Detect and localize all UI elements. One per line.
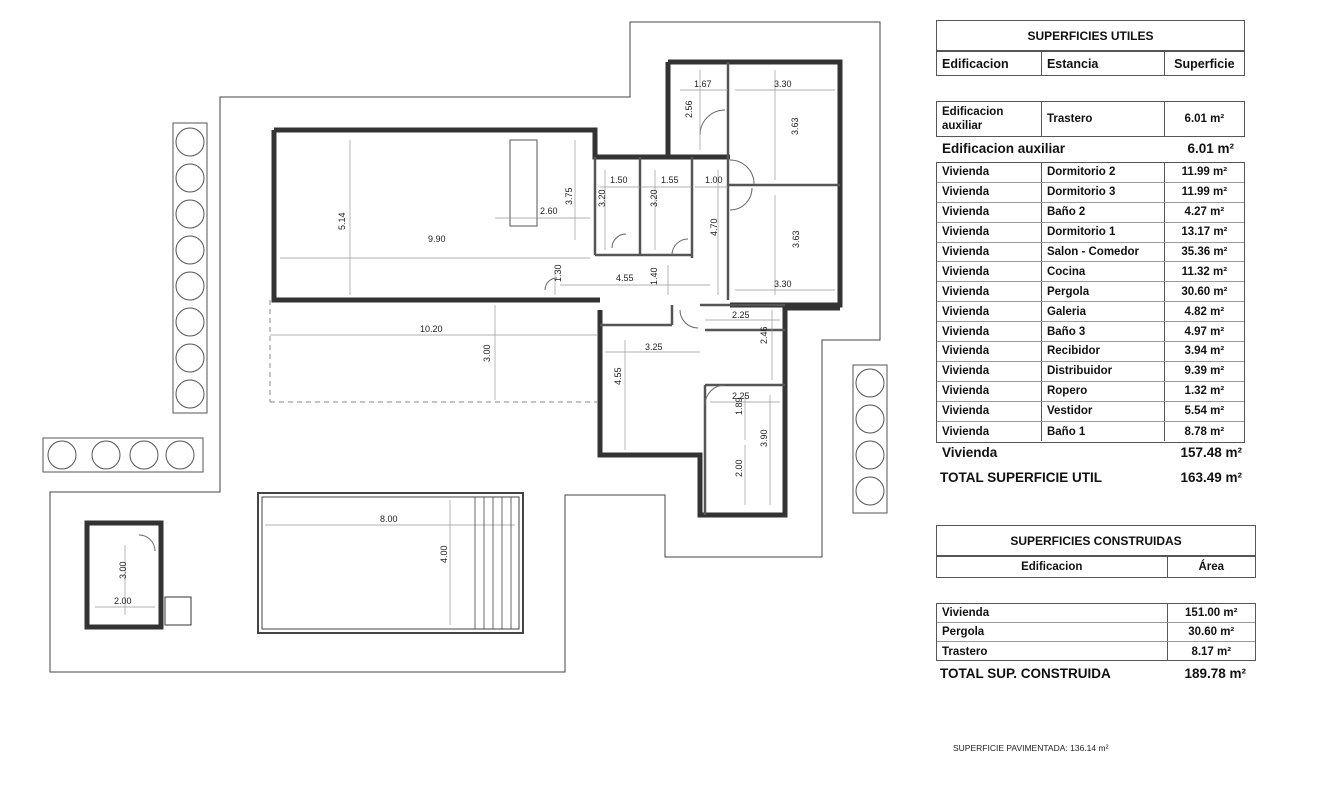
total-util-label: TOTAL SUPERFICIE UTIL: [940, 470, 1103, 485]
dim-label: 1.00: [705, 175, 723, 185]
vivienda-rows: [936, 162, 1245, 443]
header-edificacion: Edificacion: [937, 52, 1042, 75]
dim-label: 1.40: [649, 267, 659, 285]
dim-label: 2.25: [732, 391, 750, 401]
table-row: [937, 243, 1244, 263]
header-superficie: Superficie: [1174, 56, 1235, 71]
total-construida-value: 189.78 m²: [1184, 666, 1246, 681]
dim-label: 1.89: [734, 397, 744, 415]
dim-label: 3.25: [645, 342, 663, 352]
header-estancia: Estancia: [1042, 52, 1165, 75]
row-area: 8.17 m²: [1191, 645, 1232, 658]
dim-label: 4.55: [613, 367, 623, 385]
dim-label: 2.56: [684, 100, 694, 118]
table-row: [937, 422, 1244, 442]
row-superficie: 13.17 m²: [1181, 226, 1228, 239]
row-edificacion: Vivienda: [937, 362, 1042, 381]
row-edificacion: Vivienda: [937, 282, 1042, 301]
row-superficie: 30.60 m²: [1181, 285, 1228, 298]
row-superficie: 8.78 m²: [1184, 425, 1225, 438]
dim-label: 4.70: [709, 218, 719, 236]
dim-label: 1.30: [553, 264, 563, 282]
tree-rows: [43, 123, 887, 513]
dim-label: 3.63: [791, 230, 801, 248]
table-row: [937, 223, 1244, 243]
total-util-value: 163.49 m²: [1180, 470, 1242, 485]
row-estancia: Baño 3: [1042, 322, 1165, 341]
row-superficie: 6.01 m²: [1184, 113, 1225, 125]
auxiliar-row: [936, 101, 1245, 137]
row-edificacion: Vivienda: [937, 223, 1042, 242]
dim-label: 9.90: [428, 234, 446, 244]
row-edificacion: Vivienda: [937, 604, 1168, 622]
dim-label: 2.25: [732, 310, 750, 320]
row-estancia: Baño 1: [1042, 422, 1165, 442]
row-superficie: 5.54 m²: [1184, 405, 1225, 418]
row-edificacion: Vivienda: [937, 302, 1042, 321]
table-row: [937, 382, 1244, 402]
construidas-rows: [936, 603, 1256, 661]
dim-label: 3.00: [118, 561, 128, 579]
row-superficie: 11.32 m²: [1181, 265, 1228, 278]
dim-label: 2.00: [734, 459, 744, 477]
row-edificacion: Vivienda: [937, 422, 1042, 442]
dim-label: 1.50: [610, 175, 628, 185]
row-superficie: 4.97 m²: [1184, 325, 1225, 338]
dim-label: 3.20: [649, 189, 659, 207]
row-superficie: 1.32 m²: [1184, 385, 1225, 398]
table-row: [937, 402, 1244, 422]
auxiliar-total-label: Edificacion auxiliar: [942, 141, 1066, 156]
dim-label: 3.30: [774, 279, 792, 289]
row-estancia: Distribuidor: [1042, 362, 1165, 381]
row-edificacion: Vivienda: [937, 322, 1042, 341]
dim-label: 1.55: [661, 175, 679, 185]
total-construida: [940, 666, 1246, 681]
table-row: [937, 302, 1244, 322]
row-superficie: 4.27 m²: [1184, 206, 1225, 219]
dimension-lines: [95, 70, 835, 625]
table-row: [937, 163, 1244, 183]
row-edificacion: Vivienda: [937, 342, 1042, 361]
row-superficie: 3.94 m²: [1184, 345, 1225, 358]
header-area: Área: [1198, 561, 1225, 573]
total-superficie-util: [940, 470, 1242, 485]
vivienda-total: [942, 445, 1242, 460]
utiles-title: SUPERFICIES UTILES: [936, 20, 1245, 51]
row-estancia: Dormitorio 1: [1042, 223, 1165, 242]
dim-label: 4.55: [616, 273, 634, 283]
row-estancia: Baño 2: [1042, 203, 1165, 222]
row-estancia: Galeria: [1042, 302, 1165, 321]
storage-shed: [87, 523, 191, 627]
dim-label: 3.00: [482, 344, 492, 362]
dim-label: 3.90: [759, 429, 769, 447]
row-edificacion: Vivienda: [937, 183, 1042, 202]
row-estancia: Dormitorio 3: [1042, 183, 1165, 202]
row-superficie: 4.82 m²: [1184, 305, 1225, 318]
dim-label: 3.75: [564, 187, 574, 205]
row-edificacion: Vivienda: [937, 402, 1042, 421]
row-estancia: Recibidor: [1042, 342, 1165, 361]
auxiliar-total-value: 6.01 m²: [1187, 141, 1234, 156]
dim-label: 2.00: [114, 596, 132, 606]
dim-label: 3.63: [790, 117, 800, 135]
row-estancia: Cocina: [1042, 262, 1165, 281]
dim-label: 4.00: [439, 545, 449, 563]
table-row: [937, 262, 1244, 282]
table-row: [937, 342, 1244, 362]
header-edificacion: Edificacion: [937, 557, 1168, 577]
row-area: 151.00 m²: [1185, 607, 1238, 619]
row-estancia: Pergola: [1042, 282, 1165, 301]
row-estancia: Dormitorio 2: [1042, 163, 1165, 182]
total-construida-label: TOTAL SUP. CONSTRUIDA: [940, 666, 1111, 681]
row-edificacion: Pergola: [937, 623, 1168, 641]
pergola-outline: [270, 300, 598, 402]
dim-label: 8.00: [380, 514, 398, 524]
vivienda-total-label: Vivienda: [942, 445, 998, 460]
row-edificacion: Trastero: [937, 642, 1168, 661]
table-row: [937, 362, 1244, 382]
row-estancia: Trastero: [1042, 102, 1165, 136]
row-superficie: 35.36 m²: [1181, 246, 1228, 258]
table-row: [937, 322, 1244, 342]
kitchen-island: [510, 140, 537, 226]
pavimentada-note: SUPERFICIE PAVIMENTADA: 136.14 m²: [953, 743, 1109, 753]
row-area: 30.60 m²: [1188, 626, 1235, 638]
utiles-header-row: [936, 51, 1245, 76]
row-estancia: Vestidor: [1042, 402, 1165, 421]
table-row: [937, 623, 1255, 642]
auxiliar-total: [942, 141, 1234, 156]
dim-label: 1.67: [694, 79, 712, 89]
construidas-title: SUPERFICIES CONSTRUIDAS: [936, 525, 1256, 556]
row-edificacion: Edificacion auxiliar: [937, 102, 1042, 136]
row-superficie: 11.99 m²: [1181, 186, 1228, 199]
row-edificacion: Vivienda: [937, 163, 1042, 182]
table-row: [937, 604, 1255, 623]
table-row: [937, 642, 1255, 661]
row-estancia: Salon - Comedor: [1042, 243, 1165, 262]
construidas-header-row: [936, 556, 1256, 578]
row-estancia: Ropero: [1042, 382, 1165, 401]
row-superficie: 11.99 m²: [1181, 166, 1228, 179]
dim-label: 10.20: [420, 324, 443, 334]
table-row: [937, 282, 1244, 302]
row-edificacion: Vivienda: [937, 203, 1042, 222]
row-edificacion: Vivienda: [937, 262, 1042, 281]
dim-label: 2.60: [540, 206, 558, 216]
table-row: [937, 203, 1244, 223]
plot-boundary: [50, 22, 880, 672]
dim-label: 5.14: [337, 212, 347, 230]
house-walls: [274, 62, 840, 515]
interior-walls: [595, 62, 840, 515]
dim-label: 3.20: [597, 189, 607, 207]
row-superficie: 9.39 m²: [1184, 365, 1225, 378]
table-row: [937, 183, 1244, 203]
row-edificacion: Vivienda: [937, 243, 1042, 262]
row-edificacion: Vivienda: [937, 382, 1042, 401]
vivienda-total-value: 157.48 m²: [1180, 445, 1242, 460]
dim-label: 3.30: [774, 79, 792, 89]
dim-label: 2.46: [759, 326, 769, 344]
